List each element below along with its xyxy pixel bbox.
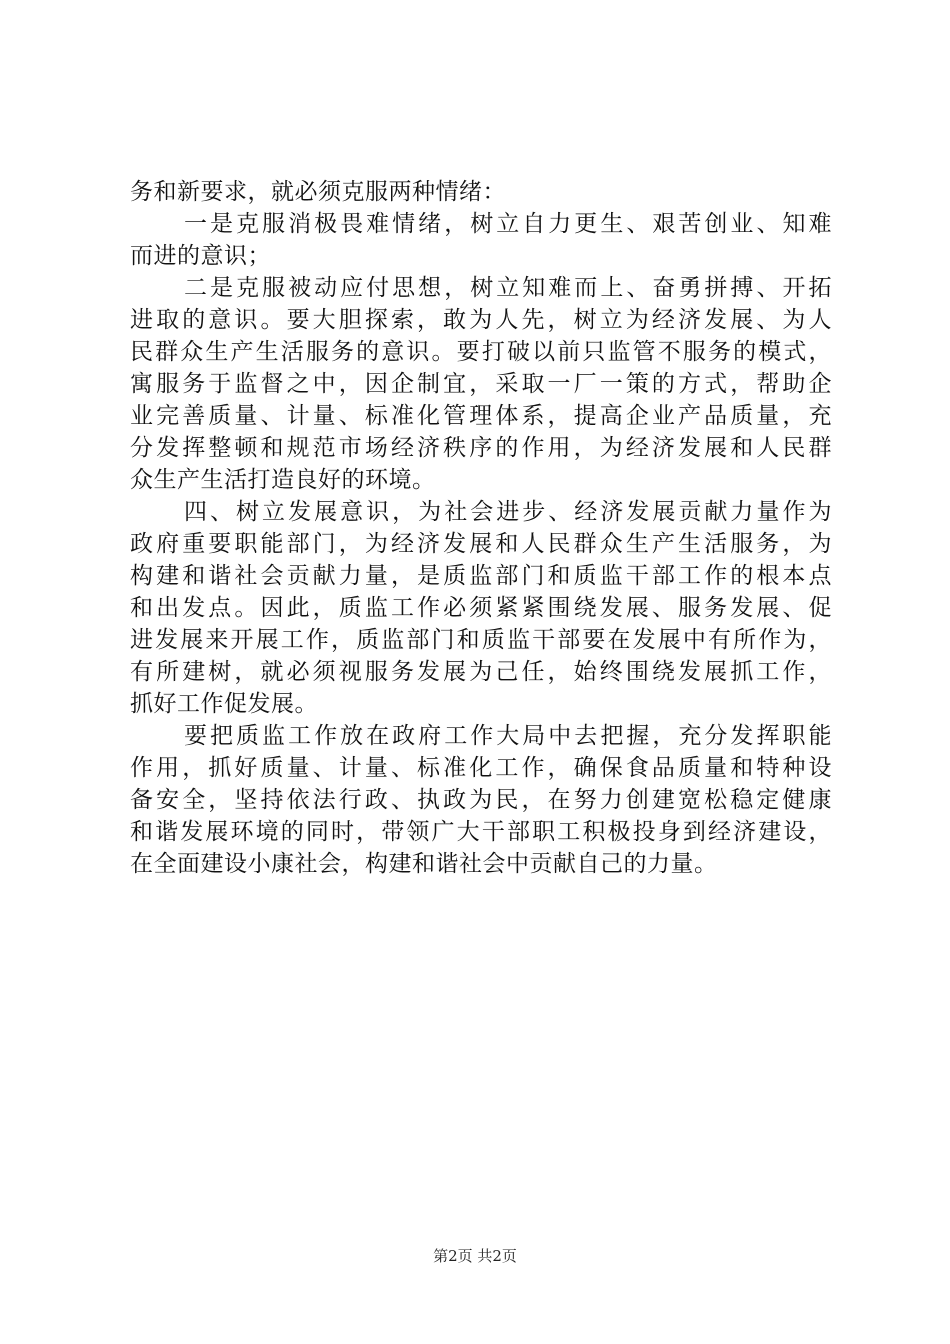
text-line: 和出发点。因此，质监工作必须紧紧围绕发展、服务发展、促: [130, 595, 832, 621]
paragraph: [130, 176, 832, 208]
text-line: 和谐发展环境的同时，带领广大干部职工积极投身到经济建设，: [130, 819, 832, 845]
text-line: 四、树立发展意识，为社会进步、经济发展贡献力量作为: [184, 499, 832, 525]
text-line: 进发展来开展工作，质监部门和质监干部要在发展中有所作为，: [130, 627, 832, 653]
text-line: 务和新要求，就必须克服两种情绪：: [130, 179, 506, 205]
text-line: 要把质监工作放在政府工作大局中去把握，充分发挥职能: [184, 723, 832, 749]
paragraph: [130, 208, 832, 272]
text-line: 业完善质量、计量、标准化管理体系，提高企业产品质量，充: [130, 403, 832, 429]
text-line: 而进的意识；: [130, 243, 271, 269]
text-line: 构建和谐社会贡献力量，是质监部门和质监干部工作的根本点: [130, 563, 832, 589]
text-line: 众生产生活打造良好的环境。: [130, 467, 436, 493]
paragraph: [130, 496, 832, 720]
text-line: 备安全，坚持依法行政、执政为民，在努力创建宽松稳定健康: [130, 787, 832, 813]
text-line: 一是克服消极畏难情绪，树立自力更生、艰苦创业、知难: [184, 211, 832, 237]
paragraph: [130, 272, 832, 496]
paragraph: [130, 720, 832, 880]
page-footer: 第2页 共2页: [433, 1247, 517, 1265]
text-line: 寓服务于监督之中，因企制宜，采取一厂一策的方式，帮助企: [130, 371, 832, 397]
text-line: 分发挥整顿和规范市场经济秩序的作用，为经济发展和人民群: [130, 435, 832, 461]
text-line: 政府重要职能部门，为经济发展和人民群众生产生活服务，为: [130, 531, 832, 557]
text-line: 二是克服被动应付思想，树立知难而上、奋勇拼搏、开拓: [184, 275, 832, 301]
text-line: 民群众生产生活服务的意识。要打破以前只监管不服务的模式，: [130, 339, 832, 365]
text-line: 进取的意识。要大胆探索，敢为人先，树立为经济发展、为人: [130, 307, 832, 333]
text-line: 在全面建设小康社会，构建和谐社会中贡献自己的力量。: [130, 851, 718, 877]
text-line: 有所建树，就必须视服务发展为己任，始终围绕发展抓工作，: [130, 659, 832, 685]
document-body: [130, 176, 832, 880]
text-line: 作用，抓好质量、计量、标准化工作，确保食品质量和特种设: [130, 755, 832, 781]
text-line: 抓好工作促发展。: [130, 691, 318, 717]
